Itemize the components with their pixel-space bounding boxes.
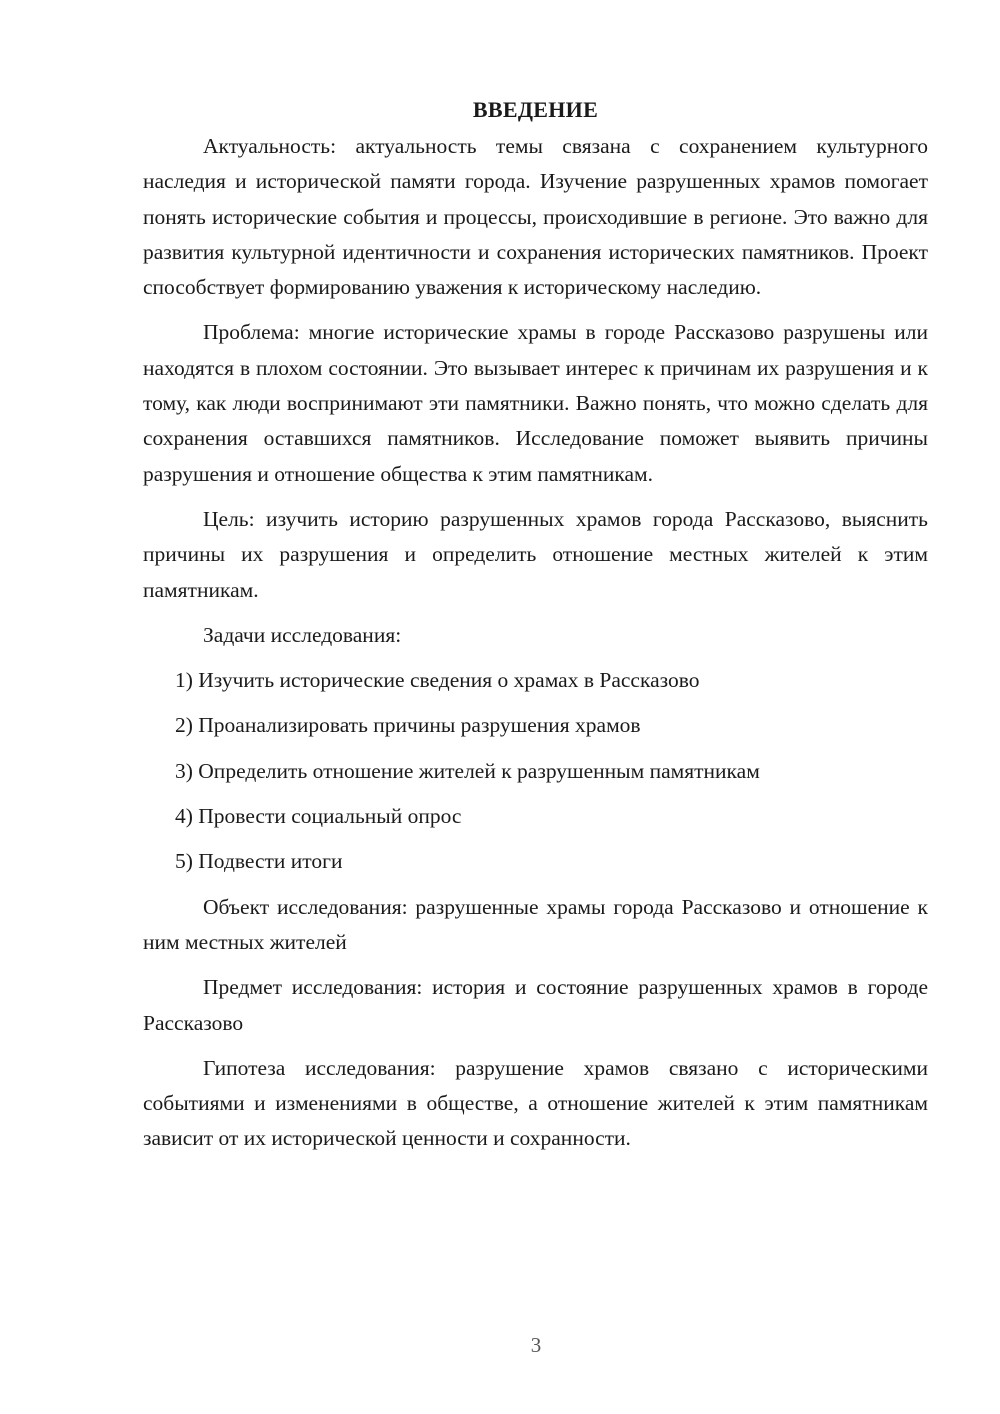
- list-item: 1) Изучить исторические сведения о храмах в Рассказово: [175, 668, 700, 693]
- paragraph-hypothesis: Гипотеза исследования: разрушение храмов связано с историческими событиями и изменениями в обществе, а отношение жителей к этим памятникам зависит от их исторической ценности и сохранности.: [143, 1055, 928, 1151]
- paragraph-subject: Предмет исследования: история и состояние разрушенных храмов в городе Рассказово: [143, 975, 928, 1035]
- section-title: ВВЕДЕНИЕ: [472, 97, 599, 122]
- list-item: 4) Провести социальный опрос: [175, 804, 462, 829]
- page-number: 3: [530, 1333, 542, 1357]
- task-list: [143, 663, 928, 879]
- paragraph-problem: Проблема: многие исторические храмы в городе Рассказово разрушены или находятся в плохом состоянии. Это вызывает интерес к причинам их разрушения и к тому, как люди воспринимают эти памятники. Важно понять, что можно сделать для сохранения оставшихся памятников. Исследование поможет выявить причины разрушения и отношение общества к этим памятникам.: [143, 320, 928, 486]
- list-item: 3) Определить отношение жителей к разрушенным памятникам: [175, 758, 760, 783]
- paragraph-object: Объект исследования: разрушенные храмы города Рассказово и отношение к ним местных жителей: [143, 894, 928, 954]
- paragraph-tasks-heading: Задачи исследования:: [203, 622, 402, 647]
- paragraph-relevance: Актуальность: актуальность темы связана с сохранением культурного наследия и исторической памяти города. Изучение разрушенных храмов помогает понять исторические события и процессы, происходившие в регионе. Это важно для развития культурной идентичности и сохранения исторических памятников. Проект способствует формированию уважения к историческому наследию.: [143, 134, 928, 300]
- list-item: 2) Проанализировать причины разрушения храмов: [175, 713, 641, 738]
- document-page: [143, 92, 928, 1167]
- paragraph-goal: Цель: изучить историю разрушенных храмов города Рассказово, выяснить причины их разрушения и определить отношение местных жителей к этим памятникам.: [143, 506, 928, 602]
- list-item: 5) Подвести итоги: [175, 849, 343, 874]
